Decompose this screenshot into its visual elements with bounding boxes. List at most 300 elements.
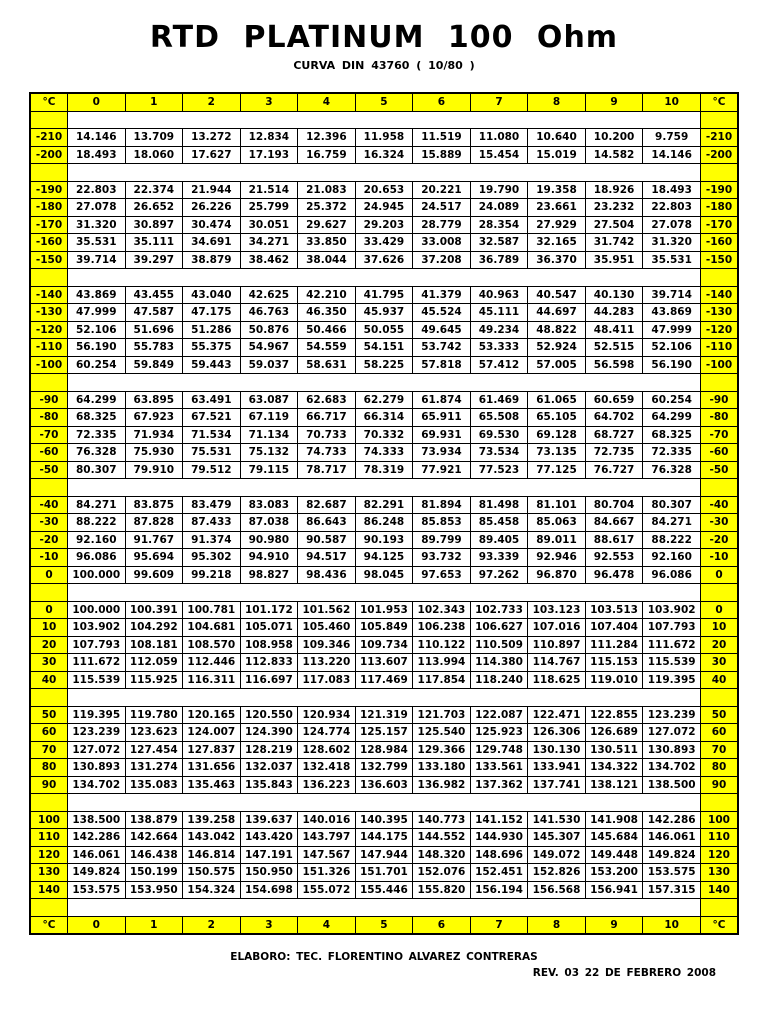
- resistance-cell: 71.934: [125, 426, 183, 444]
- resistance-cell: 126.306: [528, 724, 586, 742]
- spacer-row: [30, 111, 738, 129]
- resistance-cell: 119.780: [125, 706, 183, 724]
- resistance-cell: 35.951: [585, 251, 643, 269]
- resistance-cell: 46.763: [240, 304, 298, 322]
- resistance-cell: 147.191: [240, 846, 298, 864]
- table-row: [30, 426, 738, 444]
- resistance-cell: 154.698: [240, 881, 298, 899]
- spacer-cell: [68, 164, 126, 182]
- spacer-cell: [528, 584, 586, 602]
- resistance-cell: 17.193: [240, 146, 298, 164]
- resistance-cell: 47.999: [68, 304, 126, 322]
- temperature-cell: 50: [701, 706, 739, 724]
- resistance-cell: 121.703: [413, 706, 471, 724]
- resistance-cell: 81.101: [528, 496, 586, 514]
- resistance-cell: 134.322: [585, 759, 643, 777]
- table-row: [30, 864, 738, 882]
- resistance-cell: 133.561: [470, 759, 528, 777]
- resistance-cell: 23.661: [528, 199, 586, 217]
- resistance-cell: 62.683: [298, 391, 356, 409]
- resistance-cell: 103.123: [528, 601, 586, 619]
- revision-line: REV. 03 22 DE FEBRERO 2008: [532, 967, 716, 979]
- resistance-cell: 149.072: [528, 846, 586, 864]
- resistance-cell: 103.513: [585, 601, 643, 619]
- resistance-cell: 115.539: [643, 654, 701, 672]
- spacer-cell: [355, 689, 413, 707]
- resistance-cell: 71.534: [183, 426, 241, 444]
- resistance-cell: 100.391: [125, 601, 183, 619]
- temperature-cell: -70: [30, 426, 68, 444]
- resistance-cell: 155.820: [413, 881, 471, 899]
- resistance-cell: 16.324: [355, 146, 413, 164]
- resistance-cell: 95.302: [183, 549, 241, 567]
- resistance-cell: 150.950: [240, 864, 298, 882]
- resistance-cell: 98.827: [240, 566, 298, 584]
- temperature-cell: 140: [701, 881, 739, 899]
- resistance-cell: 76.328: [68, 444, 126, 462]
- resistance-cell: 96.086: [643, 566, 701, 584]
- resistance-cell: 40.963: [470, 286, 528, 304]
- resistance-cell: 132.037: [240, 759, 298, 777]
- resistance-cell: 94.910: [240, 549, 298, 567]
- resistance-cell: 124.774: [298, 724, 356, 742]
- spacer-cell: [240, 111, 298, 129]
- spacer-cell: [68, 794, 126, 812]
- table-row: [30, 601, 738, 619]
- temperature-cell: -50: [701, 461, 739, 479]
- spacer-cell: [585, 374, 643, 392]
- spacer-cell: [68, 269, 126, 287]
- temperature-cell: 0: [30, 566, 68, 584]
- resistance-cell: 18.060: [125, 146, 183, 164]
- resistance-cell: 60.254: [68, 356, 126, 374]
- resistance-cell: 141.908: [585, 811, 643, 829]
- resistance-cell: 65.105: [528, 409, 586, 427]
- spacer-cell: [413, 689, 471, 707]
- resistance-cell: 70.733: [298, 426, 356, 444]
- resistance-cell: 127.072: [643, 724, 701, 742]
- resistance-cell: 110.122: [413, 636, 471, 654]
- resistance-cell: 115.925: [125, 671, 183, 689]
- spacer-cell: [585, 164, 643, 182]
- resistance-cell: 117.854: [413, 671, 471, 689]
- spacer-cell: [125, 111, 183, 129]
- resistance-cell: 19.790: [470, 181, 528, 199]
- temperature-cell: -160: [30, 234, 68, 252]
- resistance-cell: 102.343: [413, 601, 471, 619]
- resistance-cell: 78.319: [355, 461, 413, 479]
- resistance-cell: 26.652: [125, 199, 183, 217]
- spacer-cell: [183, 899, 241, 917]
- resistance-cell: 60.659: [585, 391, 643, 409]
- resistance-cell: 76.727: [585, 461, 643, 479]
- resistance-cell: 18.926: [585, 181, 643, 199]
- resistance-cell: 84.667: [585, 514, 643, 532]
- table-row: [30, 321, 738, 339]
- spacer-cell: [413, 111, 471, 129]
- resistance-cell: 47.175: [183, 304, 241, 322]
- spacer-cell: [183, 689, 241, 707]
- resistance-cell: 93.339: [470, 549, 528, 567]
- resistance-cell: 21.944: [183, 181, 241, 199]
- temperature-cell: 130: [701, 864, 739, 882]
- spacer-cell: [125, 269, 183, 287]
- table-row: [30, 724, 738, 742]
- resistance-cell: 118.240: [470, 671, 528, 689]
- resistance-cell: 138.879: [125, 811, 183, 829]
- spacer-cell: [298, 111, 356, 129]
- spacer-cell: [470, 111, 528, 129]
- resistance-cell: 128.219: [240, 741, 298, 759]
- resistance-cell: 87.038: [240, 514, 298, 532]
- resistance-cell: 73.534: [470, 444, 528, 462]
- resistance-cell: 125.157: [355, 724, 413, 742]
- resistance-cell: 96.870: [528, 566, 586, 584]
- temperature-cell: 130: [30, 864, 68, 882]
- header-cell: 7: [470, 93, 528, 111]
- resistance-cell: 54.559: [298, 339, 356, 357]
- resistance-cell: 10.200: [585, 129, 643, 147]
- resistance-cell: 45.937: [355, 304, 413, 322]
- resistance-cell: 127.837: [183, 741, 241, 759]
- resistance-cell: 103.902: [643, 601, 701, 619]
- resistance-cell: 132.418: [298, 759, 356, 777]
- resistance-cell: 11.080: [470, 129, 528, 147]
- resistance-cell: 90.193: [355, 531, 413, 549]
- resistance-cell: 148.696: [470, 846, 528, 864]
- resistance-cell: 130.130: [528, 741, 586, 759]
- header-cell: 10: [643, 916, 701, 934]
- resistance-cell: 113.994: [413, 654, 471, 672]
- resistance-cell: 56.598: [585, 356, 643, 374]
- spacer-cell: [125, 164, 183, 182]
- resistance-cell: 72.735: [585, 444, 643, 462]
- resistance-cell: 43.040: [183, 286, 241, 304]
- spacer-cell: [701, 164, 739, 182]
- resistance-cell: 25.799: [240, 199, 298, 217]
- resistance-cell: 43.869: [68, 286, 126, 304]
- resistance-cell: 127.454: [125, 741, 183, 759]
- resistance-cell: 28.354: [470, 216, 528, 234]
- resistance-cell: 111.672: [643, 636, 701, 654]
- resistance-cell: 94.517: [298, 549, 356, 567]
- spacer-cell: [528, 899, 586, 917]
- resistance-cell: 146.061: [643, 829, 701, 847]
- spacer-row: [30, 794, 738, 812]
- resistance-cell: 13.272: [183, 129, 241, 147]
- temperature-cell: -100: [30, 356, 68, 374]
- spacer-cell: [183, 374, 241, 392]
- resistance-cell: 144.930: [470, 829, 528, 847]
- resistance-cell: 48.822: [528, 321, 586, 339]
- spacer-cell: [30, 269, 68, 287]
- resistance-cell: 140.773: [413, 811, 471, 829]
- resistance-cell: 38.044: [298, 251, 356, 269]
- temperature-cell: -60: [701, 444, 739, 462]
- resistance-cell: 152.451: [470, 864, 528, 882]
- spacer-cell: [30, 164, 68, 182]
- spacer-cell: [355, 269, 413, 287]
- temperature-cell: -60: [30, 444, 68, 462]
- spacer-row: [30, 164, 738, 182]
- resistance-cell: 126.689: [585, 724, 643, 742]
- resistance-cell: 22.803: [68, 181, 126, 199]
- resistance-cell: 146.061: [68, 846, 126, 864]
- resistance-cell: 77.125: [528, 461, 586, 479]
- resistance-cell: 51.696: [125, 321, 183, 339]
- resistance-cell: 96.478: [585, 566, 643, 584]
- resistance-cell: 50.055: [355, 321, 413, 339]
- spacer-cell: [701, 794, 739, 812]
- resistance-cell: 147.944: [355, 846, 413, 864]
- resistance-cell: 156.194: [470, 881, 528, 899]
- resistance-cell: 134.702: [643, 759, 701, 777]
- resistance-cell: 152.076: [413, 864, 471, 882]
- temperature-cell: -90: [30, 391, 68, 409]
- resistance-cell: 115.153: [585, 654, 643, 672]
- resistance-cell: 98.045: [355, 566, 413, 584]
- resistance-cell: 76.328: [643, 461, 701, 479]
- column-header-row-bottom: [30, 916, 738, 934]
- temperature-cell: 140: [30, 881, 68, 899]
- resistance-cell: 21.514: [240, 181, 298, 199]
- resistance-cell: 25.372: [298, 199, 356, 217]
- resistance-cell: 57.818: [413, 356, 471, 374]
- spacer-cell: [701, 479, 739, 497]
- resistance-cell: 97.653: [413, 566, 471, 584]
- resistance-cell: 42.210: [298, 286, 356, 304]
- header-cell: 5: [355, 916, 413, 934]
- resistance-cell: 33.429: [355, 234, 413, 252]
- spacer-cell: [298, 374, 356, 392]
- resistance-cell: 156.568: [528, 881, 586, 899]
- temperature-cell: -140: [701, 286, 739, 304]
- spacer-cell: [355, 899, 413, 917]
- spacer-cell: [240, 584, 298, 602]
- resistance-cell: 149.824: [643, 846, 701, 864]
- spacer-cell: [68, 899, 126, 917]
- resistance-cell: 53.742: [413, 339, 471, 357]
- header-cell: °C: [30, 916, 68, 934]
- resistance-cell: 58.225: [355, 356, 413, 374]
- resistance-cell: 40.547: [528, 286, 586, 304]
- resistance-cell: 72.335: [643, 444, 701, 462]
- resistance-cell: 67.119: [240, 409, 298, 427]
- spacer-cell: [470, 479, 528, 497]
- resistance-cell: 27.504: [585, 216, 643, 234]
- resistance-cell: 79.115: [240, 461, 298, 479]
- resistance-cell: 141.152: [470, 811, 528, 829]
- resistance-cell: 66.314: [355, 409, 413, 427]
- resistance-cell: 59.037: [240, 356, 298, 374]
- resistance-cell: 42.625: [240, 286, 298, 304]
- temperature-cell: -120: [30, 321, 68, 339]
- resistance-cell: 61.874: [413, 391, 471, 409]
- spacer-cell: [298, 899, 356, 917]
- resistance-cell: 46.350: [298, 304, 356, 322]
- resistance-cell: 57.412: [470, 356, 528, 374]
- spacer-cell: [643, 164, 701, 182]
- spacer-cell: [240, 689, 298, 707]
- spacer-cell: [125, 689, 183, 707]
- resistance-cell: 55.375: [183, 339, 241, 357]
- header-cell: °C: [701, 93, 739, 111]
- resistance-cell: 143.042: [183, 829, 241, 847]
- resistance-cell: 116.697: [240, 671, 298, 689]
- resistance-cell: 134.702: [68, 776, 126, 794]
- resistance-cell: 34.271: [240, 234, 298, 252]
- resistance-cell: 105.849: [355, 619, 413, 637]
- resistance-cell: 81.498: [470, 496, 528, 514]
- spacer-cell: [298, 479, 356, 497]
- resistance-cell: 21.083: [298, 181, 356, 199]
- table-row: [30, 636, 738, 654]
- resistance-cell: 88.222: [643, 531, 701, 549]
- table-row: [30, 654, 738, 672]
- temperature-cell: 30: [701, 654, 739, 672]
- resistance-cell: 151.326: [298, 864, 356, 882]
- table-row: [30, 881, 738, 899]
- temperature-cell: 70: [30, 741, 68, 759]
- resistance-cell: 111.284: [585, 636, 643, 654]
- resistance-cell: 45.524: [413, 304, 471, 322]
- header-cell: 1: [125, 916, 183, 934]
- resistance-cell: 150.199: [125, 864, 183, 882]
- resistance-cell: 17.627: [183, 146, 241, 164]
- temperature-cell: -50: [30, 461, 68, 479]
- spacer-cell: [528, 479, 586, 497]
- spacer-cell: [528, 689, 586, 707]
- resistance-cell: 156.941: [585, 881, 643, 899]
- resistance-cell: 128.602: [298, 741, 356, 759]
- temperature-cell: -140: [30, 286, 68, 304]
- spacer-cell: [240, 374, 298, 392]
- resistance-cell: 117.083: [298, 671, 356, 689]
- spacer-cell: [585, 794, 643, 812]
- resistance-cell: 23.232: [585, 199, 643, 217]
- temperature-cell: -70: [701, 426, 739, 444]
- resistance-cell: 129.366: [413, 741, 471, 759]
- resistance-cell: 22.803: [643, 199, 701, 217]
- temperature-cell: -80: [701, 409, 739, 427]
- resistance-cell: 104.292: [125, 619, 183, 637]
- temperature-cell: 100: [701, 811, 739, 829]
- resistance-cell: 20.653: [355, 181, 413, 199]
- spacer-cell: [125, 374, 183, 392]
- resistance-cell: 56.190: [643, 356, 701, 374]
- temperature-cell: 20: [30, 636, 68, 654]
- resistance-cell: 146.814: [183, 846, 241, 864]
- spacer-row: [30, 374, 738, 392]
- temperature-cell: 110: [30, 829, 68, 847]
- resistance-cell: 35.531: [643, 251, 701, 269]
- resistance-cell: 90.980: [240, 531, 298, 549]
- resistance-cell: 32.165: [528, 234, 586, 252]
- spacer-cell: [470, 374, 528, 392]
- resistance-cell: 146.438: [125, 846, 183, 864]
- spacer-cell: [68, 689, 126, 707]
- resistance-cell: 29.627: [298, 216, 356, 234]
- resistance-cell: 122.087: [470, 706, 528, 724]
- spacer-cell: [701, 689, 739, 707]
- spacer-row: [30, 689, 738, 707]
- resistance-cell: 64.299: [643, 409, 701, 427]
- temperature-cell: -170: [30, 216, 68, 234]
- spacer-cell: [298, 164, 356, 182]
- resistance-cell: 10.640: [528, 129, 586, 147]
- resistance-cell: 79.512: [183, 461, 241, 479]
- resistance-cell: 89.405: [470, 531, 528, 549]
- spacer-cell: [183, 111, 241, 129]
- resistance-cell: 24.517: [413, 199, 471, 217]
- temperature-cell: -210: [30, 129, 68, 147]
- resistance-cell: 86.643: [298, 514, 356, 532]
- resistance-cell: 11.958: [355, 129, 413, 147]
- spacer-cell: [240, 479, 298, 497]
- resistance-cell: 144.552: [413, 829, 471, 847]
- resistance-cell: 141.530: [528, 811, 586, 829]
- resistance-cell: 106.627: [470, 619, 528, 637]
- resistance-cell: 39.714: [68, 251, 126, 269]
- resistance-cell: 63.895: [125, 391, 183, 409]
- resistance-cell: 153.575: [643, 864, 701, 882]
- header-cell: 7: [470, 916, 528, 934]
- resistance-cell: 50.876: [240, 321, 298, 339]
- spacer-cell: [470, 269, 528, 287]
- resistance-cell: 130.511: [585, 741, 643, 759]
- resistance-cell: 80.704: [585, 496, 643, 514]
- temperature-cell: 30: [30, 654, 68, 672]
- spacer-cell: [585, 479, 643, 497]
- resistance-cell: 107.404: [585, 619, 643, 637]
- spacer-cell: [125, 899, 183, 917]
- resistance-cell: 52.924: [528, 339, 586, 357]
- spacer-cell: [125, 479, 183, 497]
- resistance-cell: 120.165: [183, 706, 241, 724]
- spacer-cell: [643, 689, 701, 707]
- header-cell: 2: [183, 916, 241, 934]
- resistance-cell: 38.462: [240, 251, 298, 269]
- header-cell: 9: [585, 916, 643, 934]
- resistance-cell: 99.609: [125, 566, 183, 584]
- resistance-cell: 99.218: [183, 566, 241, 584]
- resistance-cell: 109.734: [355, 636, 413, 654]
- spacer-cell: [240, 269, 298, 287]
- temperature-cell: 10: [30, 619, 68, 637]
- header-cell: 8: [528, 916, 586, 934]
- table-row: [30, 304, 738, 322]
- resistance-cell: 66.717: [298, 409, 356, 427]
- resistance-cell: 137.741: [528, 776, 586, 794]
- resistance-cell: 131.274: [125, 759, 183, 777]
- resistance-cell: 31.742: [585, 234, 643, 252]
- spacer-row: [30, 269, 738, 287]
- table-row: [30, 199, 738, 217]
- temperature-cell: 90: [701, 776, 739, 794]
- spacer-cell: [30, 794, 68, 812]
- resistance-cell: 112.059: [125, 654, 183, 672]
- resistance-cell: 41.795: [355, 286, 413, 304]
- resistance-cell: 114.380: [470, 654, 528, 672]
- spacer-cell: [240, 164, 298, 182]
- temperature-cell: 80: [30, 759, 68, 777]
- resistance-cell: 33.008: [413, 234, 471, 252]
- resistance-cell: 27.078: [643, 216, 701, 234]
- spacer-cell: [30, 374, 68, 392]
- spacer-row: [30, 899, 738, 917]
- header-cell: 8: [528, 93, 586, 111]
- resistance-cell: 69.128: [528, 426, 586, 444]
